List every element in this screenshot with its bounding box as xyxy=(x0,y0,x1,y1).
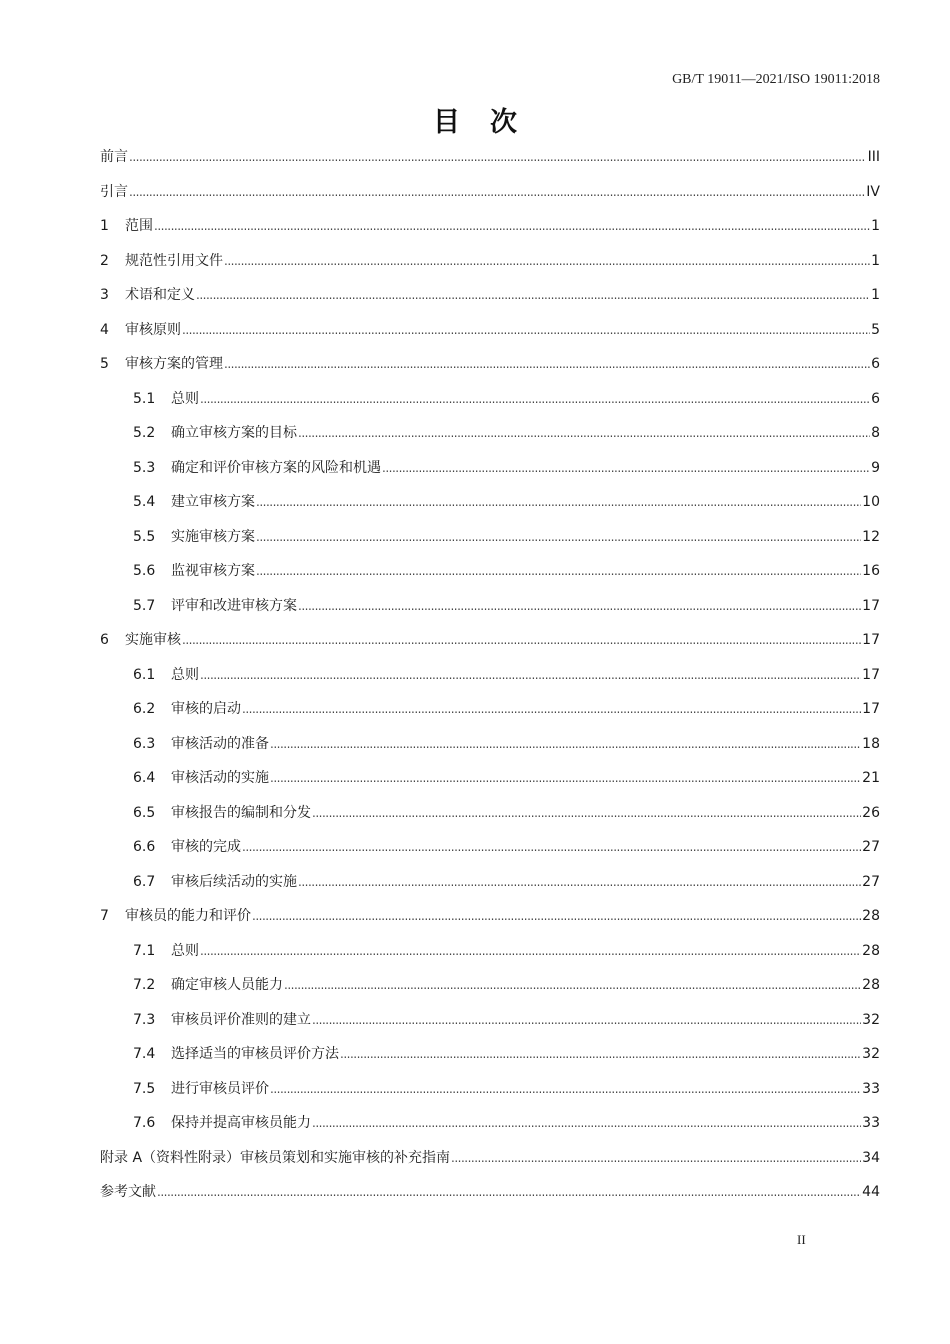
toc-entry-page: 28 xyxy=(862,977,880,994)
toc-entry[interactable] xyxy=(100,416,880,451)
toc-entry[interactable] xyxy=(100,589,880,624)
toc-entry[interactable] xyxy=(100,520,880,555)
toc-dot-leader xyxy=(182,321,870,339)
toc-entry-number: 6 xyxy=(100,632,109,649)
toc-entry[interactable] xyxy=(100,209,880,244)
toc-dot-leader xyxy=(154,217,870,235)
toc-entry-number: 5.4 xyxy=(133,494,156,511)
toc-entry-number: 5.6 xyxy=(133,563,156,580)
toc-entry-page: 5 xyxy=(871,321,880,338)
toc-entry[interactable] xyxy=(100,451,880,486)
toc-dot-leader xyxy=(242,838,861,856)
toc-entry-label: 前言 xyxy=(100,149,128,166)
toc-entry-label: 选择适当的审核员评价方法 xyxy=(171,1046,339,1063)
toc-entry-label: 保持并提高审核员能力 xyxy=(171,1115,311,1132)
toc-entry-page: 6 xyxy=(871,356,880,373)
toc-entry-label: 范围 xyxy=(125,218,153,235)
toc-entry-page: 1 xyxy=(871,252,880,269)
toc-entry-page: 6 xyxy=(871,390,880,407)
toc-dot-leader xyxy=(298,873,861,891)
toc-entry[interactable] xyxy=(100,899,880,934)
toc-entry-number: 6.3 xyxy=(133,735,156,752)
standard-number-header: GB/T 19011—2021/ISO 19011:2018 xyxy=(672,72,880,87)
toc-entry-page: 9 xyxy=(871,459,880,476)
toc-entry-number: 6.1 xyxy=(133,666,156,683)
toc-dot-leader xyxy=(224,355,870,373)
toc-entry-number: 7.6 xyxy=(133,1115,156,1132)
toc-entry[interactable] xyxy=(100,347,880,382)
toc-entry[interactable] xyxy=(100,485,880,520)
toc-entry-label: 审核后续活动的实施 xyxy=(171,873,297,890)
toc-entry[interactable] xyxy=(100,244,880,279)
toc-dot-leader xyxy=(129,148,867,166)
toc-dot-leader xyxy=(312,1114,861,1132)
toc-entry-label: 建立审核方案 xyxy=(171,494,255,511)
toc-entry-page: 33 xyxy=(862,1080,880,1097)
toc-entry-page: 17 xyxy=(862,701,880,718)
toc-entry-number: 5.7 xyxy=(133,597,156,614)
toc-entry-number: 7 xyxy=(100,908,109,925)
toc-dot-leader xyxy=(298,597,861,615)
toc-entry-page: 27 xyxy=(862,873,880,890)
toc-dot-leader xyxy=(157,1183,861,1201)
toc-entry-label: 实施审核方案 xyxy=(171,528,255,545)
toc-entry-page: IV xyxy=(866,183,880,200)
toc-entry[interactable] xyxy=(100,692,880,727)
table-of-contents xyxy=(100,140,880,1210)
toc-entry-page: 12 xyxy=(862,528,880,545)
toc-dot-leader xyxy=(382,459,870,477)
toc-entry-label: 总则 xyxy=(171,666,199,683)
toc-entry-label: 引言 xyxy=(100,183,128,200)
toc-entry-number: 7.4 xyxy=(133,1046,156,1063)
toc-entry[interactable] xyxy=(100,1141,880,1176)
toc-entry[interactable] xyxy=(100,968,880,1003)
page-number: II xyxy=(797,1232,806,1247)
toc-dot-leader xyxy=(270,735,861,753)
toc-entry-number: 7.2 xyxy=(133,977,156,994)
toc-entry-page: 1 xyxy=(871,287,880,304)
toc-dot-leader xyxy=(224,252,870,270)
toc-entry-label: 审核的完成 xyxy=(171,839,241,856)
toc-dot-leader xyxy=(242,700,861,718)
toc-entry-label: 实施审核 xyxy=(125,632,181,649)
toc-entry-page: 28 xyxy=(862,908,880,925)
toc-dot-leader xyxy=(256,528,861,546)
toc-entry[interactable] xyxy=(100,865,880,900)
toc-dot-leader xyxy=(196,286,870,304)
toc-entry-page: 34 xyxy=(862,1149,880,1166)
toc-entry[interactable] xyxy=(100,140,880,175)
toc-dot-leader xyxy=(256,493,861,511)
toc-dot-leader xyxy=(252,907,861,925)
toc-entry-label: 审核方案的管理 xyxy=(125,356,223,373)
toc-dot-leader xyxy=(129,183,865,201)
toc-dot-leader xyxy=(200,942,861,960)
toc-entry-number: 5 xyxy=(100,356,109,373)
toc-entry[interactable] xyxy=(100,1072,880,1107)
toc-entry-page: 32 xyxy=(862,1046,880,1063)
toc-entry[interactable] xyxy=(100,1037,880,1072)
toc-entry[interactable] xyxy=(100,761,880,796)
toc-entry-label: 确定审核人员能力 xyxy=(171,977,283,994)
toc-entry[interactable] xyxy=(100,830,880,865)
toc-entry-label: 总则 xyxy=(171,390,199,407)
toc-entry-number: 5.3 xyxy=(133,459,156,476)
toc-entry[interactable] xyxy=(100,1003,880,1038)
toc-entry-page: 17 xyxy=(862,666,880,683)
toc-entry-label: 确立审核方案的目标 xyxy=(171,425,297,442)
toc-entry-number: 6.2 xyxy=(133,701,156,718)
toc-entry-label: 审核员的能力和评价 xyxy=(125,908,251,925)
toc-entry-page: 33 xyxy=(862,1115,880,1132)
toc-entry[interactable] xyxy=(100,1106,880,1141)
toc-entry-page: 18 xyxy=(862,735,880,752)
toc-entry-page: 27 xyxy=(862,839,880,856)
toc-entry-number: 7.5 xyxy=(133,1080,156,1097)
toc-entry[interactable] xyxy=(100,727,880,762)
toc-entry-label: 评审和改进审核方案 xyxy=(171,597,297,614)
toc-entry-label: 进行审核员评价 xyxy=(171,1080,269,1097)
toc-entry[interactable] xyxy=(100,175,880,210)
toc-entry-label: 参考文献 xyxy=(100,1184,156,1201)
toc-entry-number: 7.1 xyxy=(133,942,156,959)
toc-entry-label: 审核活动的实施 xyxy=(171,770,269,787)
toc-entry-page: 17 xyxy=(862,632,880,649)
page-title: 目次 xyxy=(433,107,547,138)
toc-entry-label: 审核的启动 xyxy=(171,701,241,718)
toc-dot-leader xyxy=(312,1011,861,1029)
toc-dot-leader xyxy=(256,562,861,580)
toc-entry-number: 6.7 xyxy=(133,873,156,890)
toc-entry-label: 审核活动的准备 xyxy=(171,735,269,752)
toc-entry-page: 26 xyxy=(862,804,880,821)
toc-entry-number: 3 xyxy=(100,287,109,304)
toc-entry-page: 8 xyxy=(871,425,880,442)
toc-entry[interactable] xyxy=(100,278,880,313)
toc-entry-number: 2 xyxy=(100,252,109,269)
toc-entry[interactable] xyxy=(100,934,880,969)
toc-entry-page: III xyxy=(867,149,880,166)
toc-dot-leader xyxy=(182,631,861,649)
toc-dot-leader xyxy=(200,666,861,684)
toc-entry-number: 5.1 xyxy=(133,390,156,407)
toc-dot-leader xyxy=(451,1149,861,1167)
toc-entry[interactable] xyxy=(100,554,880,589)
toc-entry-number: 6.4 xyxy=(133,770,156,787)
toc-entry-number: 5.2 xyxy=(133,425,156,442)
toc-dot-leader xyxy=(270,769,861,787)
toc-entry-number: 6.5 xyxy=(133,804,156,821)
toc-dot-leader xyxy=(312,804,861,822)
toc-entry-number: 5.5 xyxy=(133,528,156,545)
toc-entry-page: 32 xyxy=(862,1011,880,1028)
toc-entry-page: 17 xyxy=(862,597,880,614)
toc-entry-label: 监视审核方案 xyxy=(171,563,255,580)
toc-dot-leader xyxy=(298,424,870,442)
toc-entry-page: 28 xyxy=(862,942,880,959)
toc-entry-number: 6.6 xyxy=(133,839,156,856)
toc-entry-page: 1 xyxy=(871,218,880,235)
toc-dot-leader xyxy=(200,390,870,408)
toc-entry[interactable] xyxy=(100,623,880,658)
toc-entry-number: 1 xyxy=(100,218,109,235)
toc-entry-label: 审核员评价准则的建立 xyxy=(171,1011,311,1028)
toc-dot-leader xyxy=(284,976,861,994)
toc-entry-label: 规范性引用文件 xyxy=(125,252,223,269)
toc-entry-page: 16 xyxy=(862,563,880,580)
toc-entry-label: 确定和评价审核方案的风险和机遇 xyxy=(171,459,381,476)
toc-entry-number: 4 xyxy=(100,321,109,338)
toc-entry-page: 21 xyxy=(862,770,880,787)
toc-entry-page: 44 xyxy=(862,1184,880,1201)
toc-entry[interactable] xyxy=(100,658,880,693)
toc-entry[interactable] xyxy=(100,382,880,417)
toc-entry-label: 附录 A（资料性附录）审核员策划和实施审核的补充指南 xyxy=(100,1149,451,1166)
toc-entry-label: 术语和定义 xyxy=(125,287,195,304)
toc-entry[interactable] xyxy=(100,796,880,831)
toc-entry-label: 审核原则 xyxy=(125,321,181,338)
toc-entry-label: 总则 xyxy=(171,942,199,959)
toc-entry[interactable] xyxy=(100,313,880,348)
toc-entry-label: 审核报告的编制和分发 xyxy=(171,804,311,821)
toc-entry-page: 10 xyxy=(862,494,880,511)
toc-dot-leader xyxy=(270,1080,861,1098)
toc-dot-leader xyxy=(340,1045,861,1063)
toc-entry-number: 7.3 xyxy=(133,1011,156,1028)
toc-entry[interactable] xyxy=(100,1175,880,1210)
